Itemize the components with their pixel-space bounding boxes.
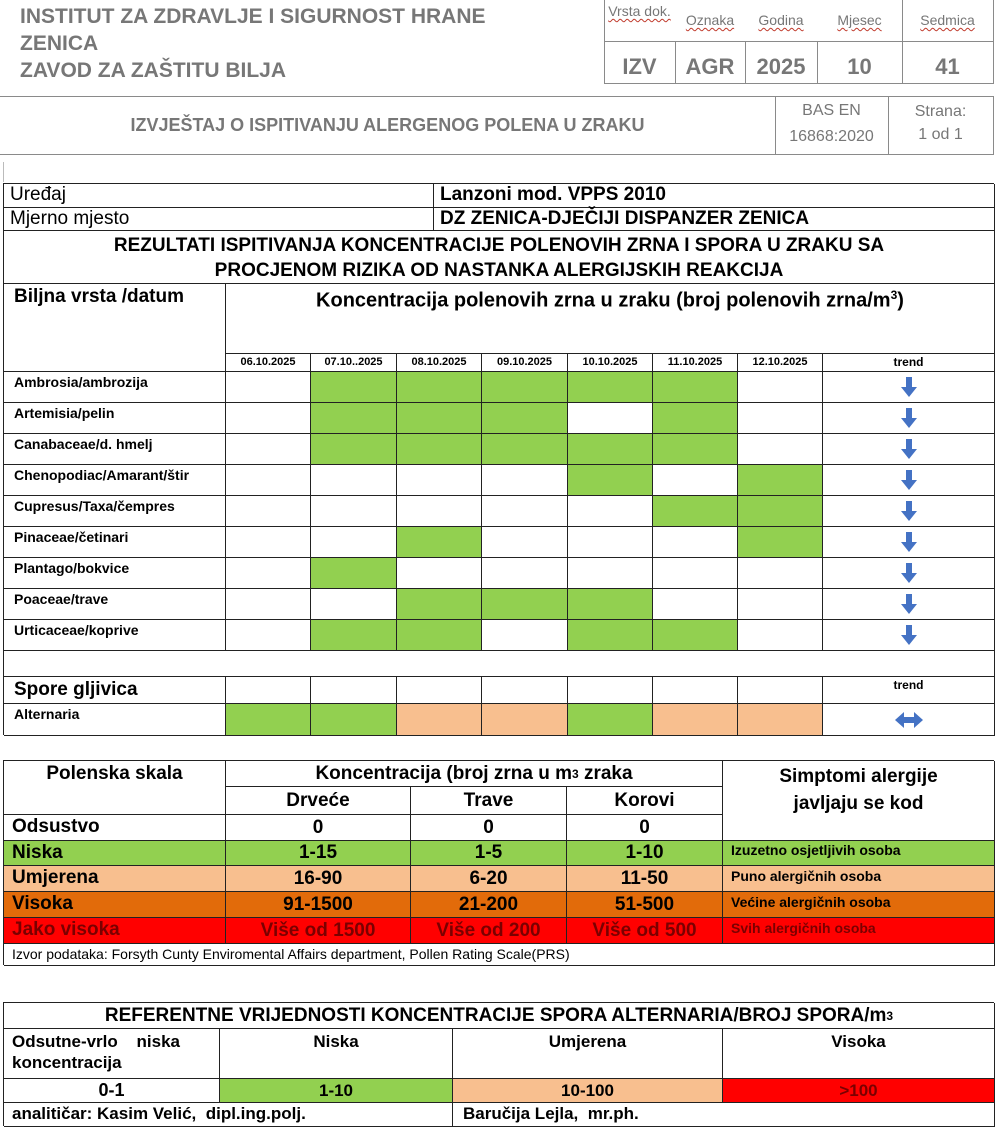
concentration-cell-none	[226, 403, 311, 434]
scale-level: Visoka	[4, 892, 226, 918]
concentration-header-close: )	[897, 289, 904, 312]
concentration-scale-header	[226, 761, 723, 787]
code-value: AGR	[685, 54, 735, 79]
page-value: 1 od 1	[918, 126, 963, 143]
concentration-header-text: Koncentracija polenovih zrna u zraku (broj polenovih zrna/m	[316, 289, 891, 312]
category-weeds: Korovi	[567, 787, 723, 815]
date-header: 12.10.2025	[738, 354, 823, 372]
spores-trend-header: trend	[823, 677, 995, 704]
spore-cell-niska	[311, 704, 397, 736]
concentration-cell-none	[226, 558, 311, 589]
species-name: Cupresus/Taxa/čempres	[4, 496, 226, 527]
organization-name	[20, 3, 600, 84]
device-label: Uređaj	[4, 184, 434, 208]
spore-header-empty-cell	[397, 677, 482, 704]
concentration-cell-none	[226, 434, 311, 465]
concentration-cell-niska	[397, 434, 482, 465]
concentration-header-sup: 3	[890, 288, 898, 302]
spore-header-empty-cell	[738, 677, 823, 704]
concentration-cell-none	[226, 496, 311, 527]
scale-trees-value: 91-1500	[226, 892, 411, 918]
concentration-cell-none	[311, 496, 397, 527]
code-label: Oznaka	[685, 12, 735, 28]
page-label: Strana:	[914, 103, 967, 120]
concentration-cell-niska	[311, 434, 397, 465]
concentration-cell-none	[482, 527, 568, 558]
scale-weeds-value: 11-50	[567, 866, 723, 892]
data-source-note: Izvor podataka: Forsyth Cunty Enviromental Affairs department, Pollen Rating Scale(PRS)	[4, 944, 995, 966]
spore-header-empty-cell	[226, 677, 311, 704]
ref-col-low: Niska	[220, 1029, 453, 1079]
concentration-cell-none	[226, 372, 311, 403]
scale-weeds-value: 51-500	[567, 892, 723, 918]
concentration-cell-niska	[482, 403, 568, 434]
spore-cell-umjerena	[738, 704, 823, 736]
arrow-down-icon	[901, 532, 917, 552]
concentration-cell-niska	[568, 620, 653, 651]
spore-trend-cell	[823, 704, 995, 736]
concentration-cell-niska	[311, 558, 397, 589]
week-value: 41	[935, 54, 960, 79]
analyst-2: Baručija Lejla, mr.ph.	[453, 1103, 995, 1127]
arrow-left-right-icon	[895, 712, 923, 728]
ref-col-absent-line-2: koncentracija	[12, 1053, 122, 1072]
concentration-cell-niska	[482, 589, 568, 620]
concentration-cell-none	[738, 589, 823, 620]
trend-cell	[823, 465, 995, 496]
species-date-header: Biljna vrsta /datum	[4, 284, 226, 372]
species-name: Poaceae/trave	[4, 589, 226, 620]
page-indicator	[888, 100, 993, 146]
symptoms-header	[723, 761, 995, 841]
results-title	[4, 231, 995, 284]
concentration-cell-niska	[568, 465, 653, 496]
concentration-cell-niska	[397, 403, 482, 434]
concentration-cell-niska	[653, 496, 738, 527]
ref-value-moderate: 10-100	[453, 1079, 723, 1103]
spore-header-empty-cell	[653, 677, 738, 704]
concentration-cell-niska	[482, 434, 568, 465]
arrow-down-icon	[901, 501, 917, 521]
concentration-cell-none	[568, 496, 653, 527]
concentration-cell-none	[311, 527, 397, 558]
category-trees: Drveće	[226, 787, 411, 815]
spore-header-empty-cell	[482, 677, 568, 704]
results-title-line-2: PROCJENOM RIZIKA OD NASTANKA ALERGIJSKIH REAKCIJA	[214, 260, 784, 281]
results-table	[3, 183, 994, 735]
scale-symptoms: Većine alergičnih osoba	[723, 892, 995, 918]
concentration-cell-niska	[568, 589, 653, 620]
spore-cell-umjerena	[397, 704, 482, 736]
scale-trees-value: 16-90	[226, 866, 411, 892]
standard-line-2: 16868:2020	[789, 128, 874, 145]
concentration-cell-none	[311, 589, 397, 620]
concentration-cell-none	[226, 465, 311, 496]
concentration-cell-none	[568, 527, 653, 558]
site-label: Mjerno mjesto	[4, 208, 434, 231]
arrow-down-icon	[901, 408, 917, 428]
date-header: 07.10..2025	[311, 354, 397, 372]
trend-cell	[823, 434, 995, 465]
concentration-cell-niska	[738, 496, 823, 527]
concentration-cell-niska	[653, 372, 738, 403]
concentration-cell-niska	[738, 527, 823, 558]
date-header: 06.10.2025	[226, 354, 311, 372]
concentration-cell-niska	[653, 403, 738, 434]
scale-grasses-value: 6-20	[411, 866, 567, 892]
month-value: 10	[847, 54, 872, 79]
week-label: Sedmica	[920, 12, 975, 28]
concentration-cell-niska	[482, 372, 568, 403]
concentration-cell-none	[226, 620, 311, 651]
site-value: DZ ZENICA-DJEČIJI DISPANZER ZENICA	[434, 208, 995, 231]
concentration-scale-tail: zraka	[578, 762, 633, 784]
scale-level: Odsustvo	[4, 815, 226, 841]
concentration-cell-none	[482, 496, 568, 527]
trend-cell	[823, 496, 995, 527]
concentration-cell-niska	[397, 372, 482, 403]
concentration-cell-none	[397, 496, 482, 527]
reference-title-sup: 3	[886, 1008, 894, 1023]
document-code-grid	[604, 0, 994, 84]
spore-cell-niska	[568, 704, 653, 736]
results-title-line-1: REZULTATI ISPITIVANJA KONCENTRACIJE POLENOVIH ZRNA I SPORA U ZRAKU SA	[113, 235, 885, 256]
trend-cell	[823, 558, 995, 589]
trend-cell	[823, 620, 995, 651]
separator-row	[4, 651, 995, 677]
species-name: Urticaceae/koprive	[4, 620, 226, 651]
doc-type-label: Vrsta dok.	[608, 3, 671, 19]
ref-col-absent	[4, 1029, 220, 1079]
concentration-cell-none	[738, 558, 823, 589]
ref-col-absent-line-1: Odsutne-vrlo niska	[12, 1032, 180, 1051]
ref-value-low: 1-10	[220, 1079, 453, 1103]
scale-grasses-value: 0	[411, 815, 567, 841]
year-label: Godina	[758, 12, 804, 28]
concentration-header	[226, 284, 995, 354]
spore-header-empty-cell	[311, 677, 397, 704]
concentration-cell-niska	[397, 589, 482, 620]
species-name: Plantago/bokvice	[4, 558, 226, 589]
date-header: 09.10.2025	[482, 354, 568, 372]
report-title: IZVJEŠTAJ O ISPITIVANJU ALERGENOG POLENA U ZRAKU	[130, 115, 645, 135]
date-header: 10.10.2025	[568, 354, 653, 372]
arrow-down-icon	[901, 563, 917, 583]
scale-level: Umjerena	[4, 866, 226, 892]
standard-reference	[775, 98, 888, 150]
spore-cell-niska	[226, 704, 311, 736]
category-grasses: Trave	[411, 787, 567, 815]
ref-col-moderate: Umjerena	[453, 1029, 723, 1079]
scale-weeds-value: 1-10	[567, 841, 723, 866]
species-name: Artemisia/pelin	[4, 403, 226, 434]
scale-header: Polenska skala	[4, 761, 226, 815]
device-value: Lanzoni mod. VPPS 2010	[434, 184, 995, 208]
symptoms-header-line-1: Simptomi alergije	[779, 766, 938, 787]
scale-grasses-value: 21-200	[411, 892, 567, 918]
scale-grasses-value: 1-5	[411, 841, 567, 866]
ref-value-high: >100	[723, 1079, 995, 1103]
scale-symptoms: Puno alergičnih osoba	[723, 866, 995, 892]
concentration-scale-sup: 3	[571, 766, 579, 781]
concentration-cell-none	[397, 465, 482, 496]
standard-line-1: BAS EN	[802, 102, 861, 119]
concentration-cell-niska	[568, 434, 653, 465]
reference-title	[4, 1003, 995, 1029]
concentration-cell-none	[653, 527, 738, 558]
concentration-cell-none	[311, 465, 397, 496]
concentration-cell-niska	[311, 372, 397, 403]
concentration-cell-none	[738, 434, 823, 465]
arrow-down-icon	[901, 470, 917, 490]
species-name: Ambrosia/ambrozija	[4, 372, 226, 403]
trend-cell	[823, 372, 995, 403]
month-label: Mjesec	[837, 12, 882, 28]
concentration-cell-niska	[311, 620, 397, 651]
ref-value-absent: 0-1	[4, 1079, 220, 1103]
scale-grasses-value: Više od 200	[411, 918, 567, 944]
doc-type-value: IZV	[622, 54, 657, 79]
concentration-cell-none	[738, 620, 823, 651]
scale-trees-value: 0	[226, 815, 411, 841]
concentration-cell-niska	[568, 372, 653, 403]
spore-cell-umjerena	[653, 704, 738, 736]
org-line-1: INSTITUT ZA ZDRAVLJE I SIGURNOST HRANE	[20, 5, 486, 28]
year-value: 2025	[756, 54, 806, 79]
concentration-cell-niska	[397, 620, 482, 651]
concentration-scale-text: Koncentracija (broj zrna u m	[315, 762, 572, 784]
concentration-cell-none	[568, 403, 653, 434]
concentration-cell-none	[482, 465, 568, 496]
date-header: 11.10.2025	[653, 354, 738, 372]
org-line-3: ZAVOD ZA ZAŠTITU BILJA	[20, 59, 286, 82]
concentration-cell-niska	[653, 620, 738, 651]
trend-cell	[823, 589, 995, 620]
concentration-cell-none	[482, 558, 568, 589]
trend-cell	[823, 527, 995, 558]
scale-weeds-value: Više od 500	[567, 918, 723, 944]
spore-header-empty-cell	[568, 677, 653, 704]
analyst-1: analitičar: Kasim Velić, dipl.ing.polj.	[4, 1103, 453, 1127]
scale-weeds-value: 0	[567, 815, 723, 841]
trend-cell	[823, 403, 995, 434]
concentration-cell-none	[568, 558, 653, 589]
org-line-2: ZENICA	[20, 32, 99, 55]
scale-trees-value: 1-15	[226, 841, 411, 866]
spore-name: Alternaria	[4, 704, 226, 736]
arrow-down-icon	[901, 439, 917, 459]
symptoms-header-line-2: javljaju se kod	[793, 793, 924, 814]
ref-col-high: Visoka	[723, 1029, 995, 1079]
concentration-cell-none	[738, 403, 823, 434]
concentration-cell-niska	[311, 403, 397, 434]
concentration-cell-none	[653, 589, 738, 620]
concentration-cell-none	[482, 620, 568, 651]
arrow-down-icon	[901, 377, 917, 397]
concentration-cell-none	[226, 589, 311, 620]
scale-level: Jako visoka	[4, 918, 226, 944]
pollen-scale-table	[3, 760, 994, 965]
spore-cell-umjerena	[482, 704, 568, 736]
spores-header: Spore gljivica	[4, 677, 226, 704]
concentration-cell-none	[653, 465, 738, 496]
concentration-cell-none	[397, 558, 482, 589]
concentration-cell-none	[226, 527, 311, 558]
reference-title-text: REFERENTNE VRIJEDNOSTI KONCENTRACIJE SPORA ALTERNARIA/BROJ SPORA/m	[104, 1004, 887, 1026]
alternaria-reference-table	[3, 1002, 994, 1126]
scale-level: Niska	[4, 841, 226, 866]
species-name: Pinaceae/četinari	[4, 527, 226, 558]
concentration-cell-none	[653, 558, 738, 589]
scale-symptoms: Izuzetno osjetljivih osoba	[723, 841, 995, 866]
scale-symptoms: Svih alergičnih osoba	[723, 918, 995, 944]
species-name: Canabaceae/d. hmelj	[4, 434, 226, 465]
concentration-cell-niska	[738, 465, 823, 496]
concentration-cell-niska	[653, 434, 738, 465]
arrow-down-icon	[901, 594, 917, 614]
concentration-cell-none	[738, 372, 823, 403]
scale-trees-value: Više od 1500	[226, 918, 411, 944]
concentration-cell-niska	[397, 527, 482, 558]
arrow-down-icon	[901, 625, 917, 645]
species-name: Chenopodiac/Amarant/štir	[4, 465, 226, 496]
trend-header: trend	[823, 354, 995, 372]
date-header: 08.10.2025	[397, 354, 482, 372]
